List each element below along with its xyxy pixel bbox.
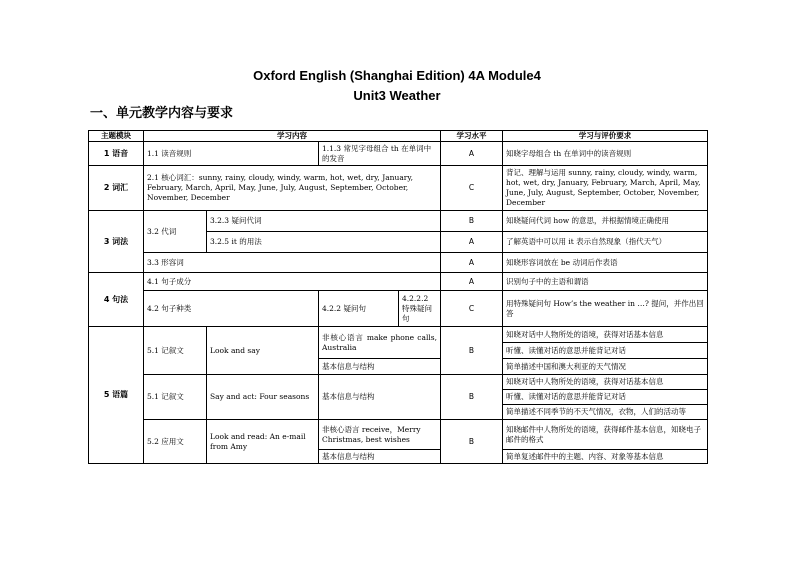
content-cell: 非核心语言 make phone calls, Australia — [319, 327, 441, 359]
requirement-cell: 知晓字母组合 th 在单词中的读音规则 — [503, 142, 708, 166]
requirement-cell: 用特殊疑问句 How’s the weather in …? 提问，并作出回答 — [503, 291, 708, 327]
requirement-cell: 简单描述不同季节的不天气情况，衣物，人们的活动等 — [503, 405, 708, 420]
text-type-cell: 5.1 记叙文 — [144, 327, 207, 375]
requirement-cell: 简单复述邮件中的主题、内容、对象等基本信息 — [503, 450, 708, 464]
requirement-cell: 听懂、读懂对话的意思并能背记对话 — [503, 390, 708, 405]
table-row — [89, 420, 708, 450]
content-cell: 2.1 核心词汇：sunny, rainy, cloudy, windy, warm, hot, wet, dry, January, February, March, April, May, June, July, August, September, October, November, December — [144, 166, 441, 211]
teaching-plan-table — [88, 130, 708, 464]
content-cell: 4.2 句子种类 — [144, 291, 319, 327]
content-cell: 3.3 形容词 — [144, 253, 441, 273]
requirement-cell: 知晓疑问代词 how 的意思，并根据情境正确使用 — [503, 211, 708, 232]
text-title-cell: Say and act: Four seasons — [207, 375, 319, 420]
text-title-cell: Look and read: An e-mail from Amy — [207, 420, 319, 464]
table-row — [89, 327, 708, 343]
header-level: 学习水平 — [441, 131, 503, 142]
table-header-row — [89, 131, 708, 142]
level-cell: B — [441, 375, 503, 420]
content-cell: 1.1.3 常见字母组合 th 在单词中的发音 — [319, 142, 441, 166]
content-cell: 3.2 代词 — [144, 211, 207, 253]
requirement-cell: 简单描述中国和澳大利亚的天气情况 — [503, 359, 708, 375]
header-content: 学习内容 — [144, 131, 441, 142]
text-type-cell: 5.2 应用文 — [144, 420, 207, 464]
content-cell: 1.1 读音规则 — [144, 142, 319, 166]
content-cell: 4.2.2.2 特殊疑问句 — [399, 291, 441, 327]
table-row — [89, 253, 708, 273]
topic-cell: 1 语音 — [89, 142, 144, 166]
level-cell: B — [441, 420, 503, 464]
table-row — [89, 211, 708, 232]
content-cell: 4.2.2 疑问句 — [319, 291, 399, 327]
text-type-cell: 5.1 记叙文 — [144, 375, 207, 420]
level-cell: A — [441, 273, 503, 291]
requirement-cell: 知晓邮件中人物所处的语境，获得邮件基本信息，知晓电子邮件的格式 — [503, 420, 708, 450]
section-heading: 一、单元教学内容与要求 — [90, 106, 234, 121]
content-cell: 基本信息与结构 — [319, 450, 441, 464]
table-row — [89, 291, 708, 327]
requirement-cell: 知晓对话中人物所处的语境，获得对话基本信息 — [503, 327, 708, 343]
content-cell: 3.2.3 疑问代词 — [207, 211, 441, 232]
text-title-cell: Look and say — [207, 327, 319, 375]
requirement-cell: 听懂、读懂对话的意思并能背记对话 — [503, 343, 708, 359]
content-cell: 4.1 句子成分 — [144, 273, 441, 291]
topic-cell: 3 词法 — [89, 211, 144, 273]
topic-cell: 5 语篇 — [89, 327, 144, 464]
level-cell: B — [441, 327, 503, 375]
requirement-cell: 知晓对话中人物所处的语境，获得对话基本信息 — [503, 375, 708, 390]
level-cell: B — [441, 211, 503, 232]
header-requirement: 学习与评价要求 — [503, 131, 708, 142]
topic-cell: 4 句法 — [89, 273, 144, 327]
requirement-cell: 了解英语中可以用 it 表示自然现象（指代天气） — [503, 232, 708, 253]
content-cell: 基本信息与结构 — [319, 375, 441, 420]
level-cell: A — [441, 232, 503, 253]
document-subtitle: Unit3 Weather — [353, 88, 441, 103]
level-cell: A — [441, 253, 503, 273]
level-cell: A — [441, 142, 503, 166]
table-row — [89, 375, 708, 390]
table-row — [89, 273, 708, 291]
table-row — [89, 166, 708, 211]
requirement-cell: 识别句子中的主语和谓语 — [503, 273, 708, 291]
document-title: Oxford English (Shanghai Edition) 4A Module4 — [253, 68, 541, 83]
content-cell: 3.2.5 it 的用法 — [207, 232, 441, 253]
topic-cell: 2 词汇 — [89, 166, 144, 211]
level-cell: C — [441, 291, 503, 327]
level-cell: C — [441, 166, 503, 211]
content-cell: 基本信息与结构 — [319, 359, 441, 375]
requirement-cell: 知晓形容词放在 be 动词后作表语 — [503, 253, 708, 273]
table-row — [89, 142, 708, 166]
header-topic: 主题模块 — [89, 131, 144, 142]
content-cell: 非核心语言 receive，Merry Christmas, best wishes — [319, 420, 441, 450]
requirement-cell: 背记、理解与运用 sunny, rainy, cloudy, windy, warm, hot, wet, dry, January, February, March, April, May, June, July, August, September, October, November, December — [503, 166, 708, 211]
